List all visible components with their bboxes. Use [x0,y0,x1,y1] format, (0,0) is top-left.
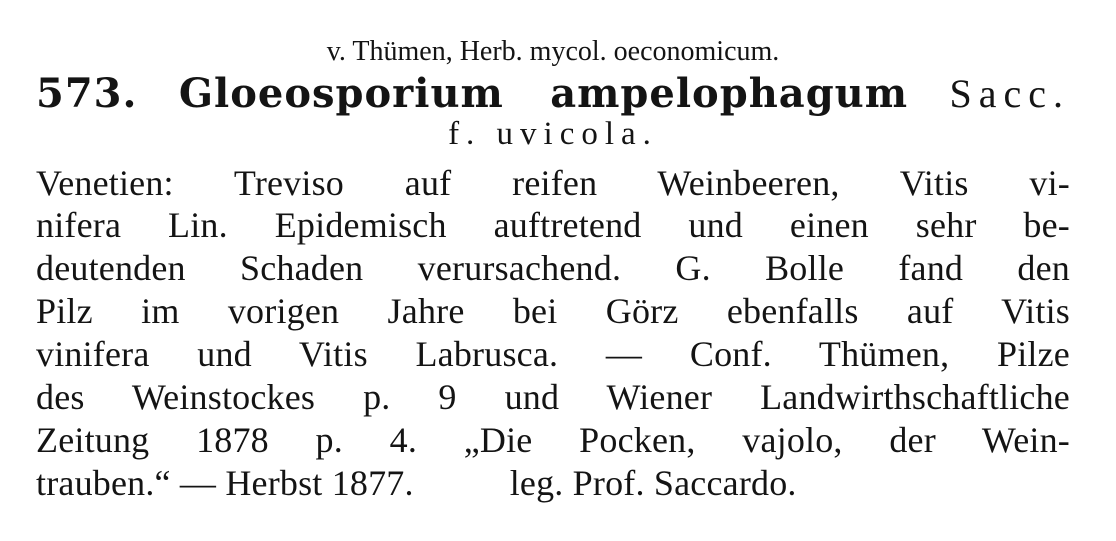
species-author: Sacc. [949,71,1071,116]
species-title [36,70,1071,117]
forma-label: f. uvicola. [448,116,658,152]
description-line: vinifera und Vitis Labrusca. — Conf. Thümen, Pilze [36,334,1070,374]
specimen-number: 573. [36,70,138,117]
harvest-note: trauben.“ — Herbst 1877. [36,463,414,503]
description-line: Pilz im vorigen Jahre bei Görz ebenfalls auf Vitis [36,291,1070,331]
collection-header: v. Thümen, Herb. mycol. oeconomicum. [326,36,780,67]
description-line: des Weinstockes p. 9 und Wiener Landwirthschaftliche [36,377,1070,417]
description-line: nifera Lin. Epidemisch auftretend und einen sehr be- [36,205,1070,245]
description-line: Venetien: Treviso auf reifen Weinbeeren, Vitis vi- [36,163,1070,203]
description-line: Zeitung 1878 p. 4. „Die Pocken, vajolo, der Wein- [36,420,1070,460]
species-name: Gloeosporium ampelophagum [178,70,909,117]
description-line: deutenden Schaden verursachend. G. Bolle fand den [36,248,1070,288]
collector-note: leg. Prof. Saccardo. [509,463,797,503]
final-description-line [36,465,1070,501]
